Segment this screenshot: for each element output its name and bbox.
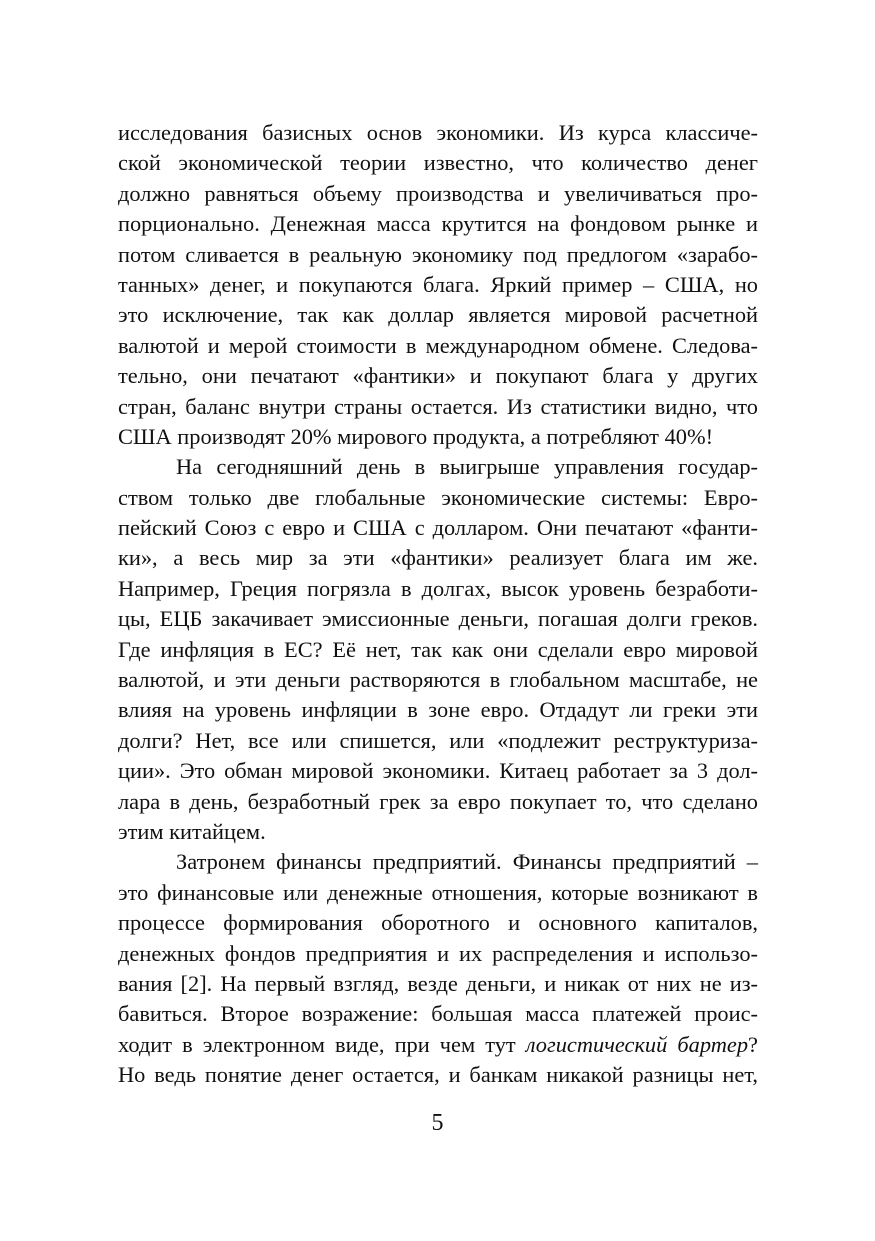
text-line: денежных фондов предприятия и их распределения и использо- <box>118 940 758 966</box>
text-line: Где инфляция в ЕС? Её нет, так как они сделали евро мировой <box>118 636 758 662</box>
text-line: это исключение, так как доллар является мировой расчетной <box>118 302 758 328</box>
italic-term: логистический бартер <box>525 1031 749 1057</box>
text-line: США производят 20% мирового продукта, а потребляют 40%! <box>118 423 714 449</box>
text-line: лара в день, безработный грек за евро покупает то, что сделано <box>118 788 758 814</box>
text-line: На сегодняшний день в выигрыше управления государ- <box>176 454 758 480</box>
text-line: это финансовые или денежные отношения, которые возникают в <box>118 879 758 905</box>
text-line: долги? Нет, все или спишется, или «подлежит реструктуриза- <box>118 727 758 753</box>
text-line: порционально. Денежная масса крутится на фондовом рынке и <box>118 211 758 237</box>
text-line: ством только две глобальные экономические системы: Евро- <box>118 484 758 510</box>
text-line: пейский Союз с евро и США с долларом. Они печатают «фанти- <box>118 515 758 541</box>
page-body <box>118 118 758 1091</box>
text-line: этим китайцем. <box>118 818 266 844</box>
text-line: ции». Это обман мировой экономики. Китаец работает за 3 дол- <box>118 758 758 784</box>
text-line: потом сливается в реальную экономику под предлогом «зарабо- <box>118 241 758 267</box>
page-number: 5 <box>431 1110 444 1136</box>
text-segment: ходит в электронном виде, при чем тут <box>118 1031 526 1057</box>
text-line: стран, баланс внутри страны остается. Из статистики видно, что <box>118 393 758 419</box>
text-line: бавиться. Второе возражение: большая масса платежей проис- <box>118 1001 758 1027</box>
text-line: должно равняться объему производства и увеличиваться про- <box>118 180 758 206</box>
text-line: исследования базисных основ экономики. Из курса классиче- <box>118 120 758 145</box>
text-segment: ? <box>748 1031 758 1057</box>
text-line: ки», а весь мир за эти «фантики» реализует блага им же. <box>118 545 758 571</box>
paragraph-2 <box>118 452 758 847</box>
paragraph-1 <box>118 118 758 452</box>
paragraph-3 <box>118 847 758 1090</box>
text-line: ской экономической теории известно, что количество денег <box>118 150 758 176</box>
text-line: Затронем финансы предприятий. Финансы предприятий – <box>176 849 758 875</box>
text-line: процессе формирования оборотного и основного капиталов, <box>118 910 758 936</box>
text-line: танных» денег, и покупаются блага. Яркий пример – США, но <box>118 271 758 297</box>
text-line: влияя на уровень инфляции в зоне евро. Отдадут ли греки эти <box>118 697 758 723</box>
text-line: цы, ЕЦБ закачивает эмиссионные деньги, погашая долги греков. <box>118 606 758 632</box>
text-line-with-italic <box>118 1030 758 1060</box>
text-line: вания [2]. На первый взгляд, везде деньги, и никак от них не из- <box>118 970 758 996</box>
text-line: валютой, и эти деньги растворяются в глобальном масштабе, не <box>118 667 758 693</box>
text-line: валютой и мерой стоимости в международном обмене. Следова- <box>118 332 758 358</box>
text-line: Но ведь понятие денег остается, и банкам никакой разницы нет, <box>118 1062 758 1088</box>
text-line: Например, Греция погрязла в долгах, высок уровень безработи- <box>118 575 758 601</box>
text-line: тельно, они печатают «фантики» и покупают блага у других <box>118 363 758 389</box>
